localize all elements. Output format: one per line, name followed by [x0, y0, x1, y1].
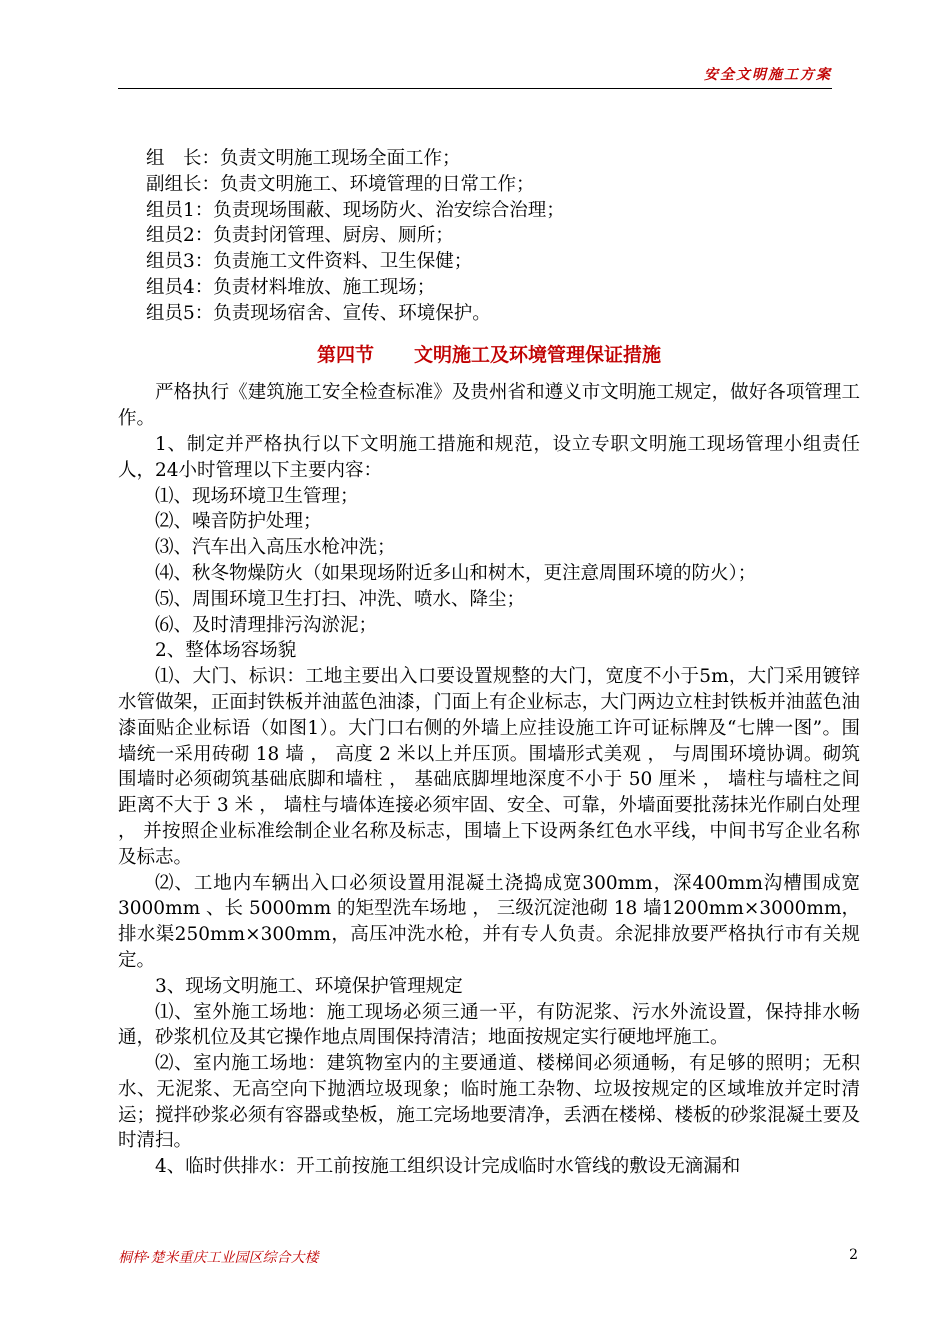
paragraph: 4、临时供排水：开工前按施工组织设计完成临时水管线的敷设无滴漏和 — [155, 1156, 741, 1178]
roster-line: 组员1：负责现场围蔽、现场防火、治安综合治理； — [146, 199, 565, 221]
roster-line: 副组长：负责文明施工、环境管理的日常工作； — [146, 173, 535, 195]
paragraph: ⑴、室外施工场地：施工现场必须三通一平，有防泥浆、污水外流设置，保持排水畅通，砂浆机位及其它操作地点周围保持清洁；地面按规定实行硬地坪施工。 — [118, 1001, 860, 1049]
list-item: ⑶、汽车出入高压水枪冲洗； — [155, 537, 396, 559]
roster-line: 组员3：负责施工文件资料、卫生保健； — [146, 251, 473, 273]
roster-line: 组 长：负责文明施工现场全面工作； — [146, 148, 461, 169]
roster-line: 组员4：负责材料堆放、施工现场； — [146, 276, 436, 298]
paragraph: ⑵、室内施工场地：建筑物室内的主要通道、楼梯间必须通畅，有足够的照明；无积水、无泥浆、无高空向下抛洒垃圾现象；临时施工杂物、垃圾按规定的区域堆放并定时清运；搅拌砂浆必须有容器或垫板，施工完场地要清净，丢洒在楼梯、楼板的砂浆混凝土要及时清扫。 — [118, 1053, 860, 1152]
section-number: 第四节 — [316, 343, 374, 366]
list-item: ⑵、噪音防护处理； — [155, 511, 322, 533]
paragraph: 2、整体场容场貌 — [155, 640, 297, 662]
page-header-title: 安全文明施工方案 — [704, 67, 832, 83]
paragraph: ⑴、大门、标识：工地主要出入口要设置规整的大门，宽度不小于5m，大门采用镀锌水管做架，正面封铁板并油蓝色油漆，门面上有企业标志，大门两边立柱封铁板并油蓝色油漆面贴企业标语（如图1）。大门口右侧的外墙上应挂设施工许可证标牌及“七牌一图”。围墙统一采用砖砌 18 墙 ， 高度 2 米以上并压顶。围墙形式美观 ， 与周围环境协调。砌筑围墙时必须砌筑基础底脚和墙柱 ， 基础底脚埋地深度不小于 50 厘米 ， 墙柱与墙柱之间距离不大于 3 米 ， 墙柱与墙体连接必须牢固、安全、可靠，外墙面要批荡抹光作刷白处理 ， 并按照企业标准绘制企业名称及标志，围墙上下设两条红色水平线，中间书写企业名称及标志。 — [118, 666, 860, 868]
list-item: ⑸、周围环境卫生打扫、冲洗、喷水、降尘； — [155, 588, 526, 610]
team-roster — [118, 146, 860, 327]
footer-project-name: 桐梓·楚米重庆工业园区综合大楼 — [118, 1250, 319, 1266]
roster-line: 组员2：负责封闭管理、厨房、厕所； — [146, 225, 454, 247]
page-number: 2 — [849, 1247, 858, 1263]
section-heading — [118, 343, 860, 369]
document-body — [118, 146, 860, 1180]
header-rule — [118, 88, 832, 89]
list-item: ⑹、及时清理排污沟淤泥； — [155, 614, 378, 636]
list-item: ⑴、现场环境卫生管理； — [155, 485, 359, 507]
paragraph: 3、现场文明施工、环境保护管理规定 — [155, 975, 463, 997]
section-title: 文明施工及环境管理保证措施 — [414, 343, 662, 366]
paragraph: 严格执行《建筑施工安全检查标准》及贵州省和遵义市文明施工规定，做好各项管理工作。 — [118, 382, 860, 430]
roster-line: 组员5：负责现场宿舍、宣传、环境保护。 — [146, 302, 491, 324]
paragraph: ⑵、工地内车辆出入口必须设置用混凝土浇捣成宽300mm，深400mm沟槽围成宽 3000mm 、长 5000mm 的矩型洗车场地 ， 三级沉淀池砌 18 墙1200mm×3000mm，排水渠250mm×300mm，高压冲洗水枪，并有专人负责。余泥排放要严格执行市有关规定。 — [118, 872, 860, 971]
paragraph: 1、制定并严格执行以下文明施工措施和规范，设立专职文明施工现场管理小组责任人，24小时管理以下主要内容： — [118, 433, 860, 481]
list-item: ⑷、秋冬物燥防火（如果现场附近多山和树木，更注意周围环境的防火）； — [155, 562, 757, 584]
